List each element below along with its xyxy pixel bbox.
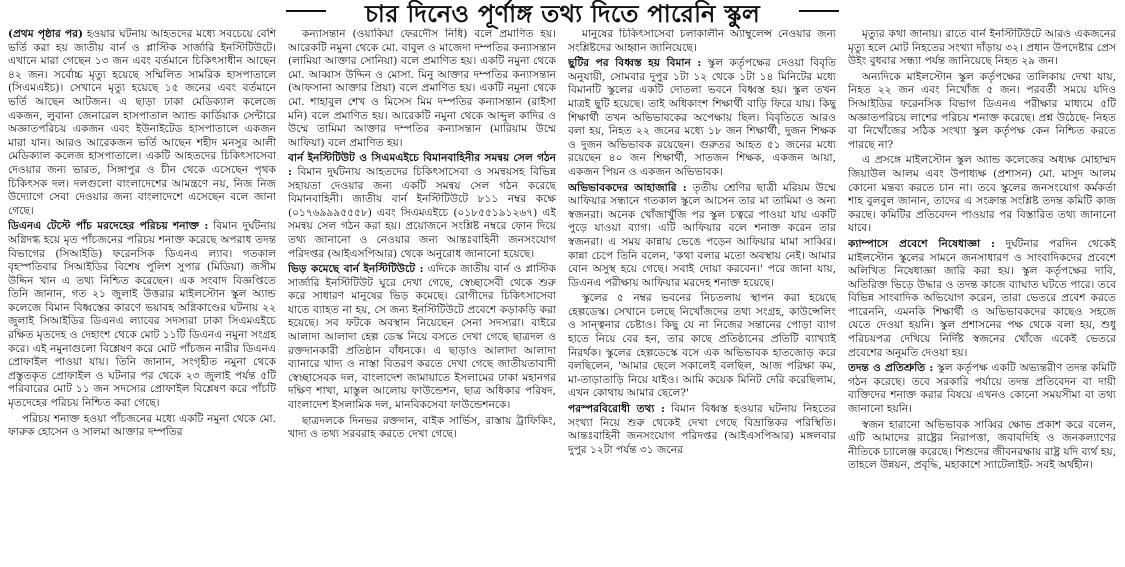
headline: চার দিনেও পূর্ণাঙ্গ তথ্য দিতে পারেনি স্কুল <box>364 0 761 28</box>
paragraph <box>568 403 836 457</box>
paragraph <box>288 28 556 150</box>
column-2 <box>288 28 556 564</box>
paragraph <box>568 57 836 179</box>
paragraph <box>848 238 1116 360</box>
paragraph-text: বিমান বিধ্বস্ত হওয়ার ঘটনায় নিহতের সংখ্যা নিয়ে শুরু থেকেই দেখা গেছে বিভ্রান্তিকর পরিস্থিতি। আন্তঃবাহিনী জনসংযোগ পরিদপ্তর (আইএসপিআর) মঙ্গলবার দুপুর ১২টা পর্যন্ত ৩১ জনের <box>568 403 836 456</box>
paragraph-text: ছাত্রদলকে দিনভর রক্তদান, বাইক সার্ভিস, রাস্তায় ট্রাফিকিং, খাদ্য ও তথ্য সরবরাহ করতে দেখা গেছে। <box>288 414 556 441</box>
paragraph-text: বিমান দুর্ঘটনায় আহতদের চিকিৎসাসেবা ও সমন্বয়সহ বিভিন্ন সহায়তা দেওয়ার জন্য একটি সমন্বয় সেল গঠন করেছে বিমানবাহিনী। জাতীয় বার্ন ইনস্টিটিউটে ৮১১ নম্বর কক্ষে (০১৭৬৯৯৯৫৫৫৮) এবং সিএমএইচে (০১৮৫৫১৯১২৬৭) এই সমন্বয় সেল গঠন করা হয়। প্রয়োজনে সংশ্লিষ্ট নম্বরে ফোন দিয়ে তথ্য জানানো ও নেওয়ার জন্য আন্তঃবাহিনী জনসংযোগ পরিদপ্তর (আইএসপিআর) থেকে অনুরোধ জানানো হয়েছে। <box>288 165 556 260</box>
paragraph <box>568 28 836 55</box>
subheading: পরস্পরবিরোধী তথ্য : <box>568 403 665 416</box>
paragraph-text: স্কুল কর্তৃপক্ষের দেওয়া বিবৃতি অনুযায়ী, সোমবার দুপুর ১টা ১২ থেকে ১টা ১৪ মিনিটের মধ্যে বিমানটি স্কুলের একটি দোতলা ভবনে বিধ্বস্ত হয়। স্কুল তখন মাত্রই ছুটি হয়েছে। তাই অধিকাংশ শিক্ষার্থী বাড়ি ফিরে যায়। কিছু শিক্ষার্থী তখন অভিভাবকের অপেক্ষায় ছিল। বিবৃতিতে আরও বলা হয়, নিহত ২২ জনের মধ্যে ১৮ জন শিক্ষার্থী, দুজন শিক্ষক ও দুজন অভিভাবক রয়েছেন। গুরুতর আহত ৫১ জনের মধ্যে রয়েছেন ৪০ জন শিক্ষার্থী, সাতজন শিক্ষক, একজন আয়া, একজন পিয়ন ও একজন অভিভাবক। <box>568 57 836 178</box>
paragraph <box>848 71 1116 153</box>
paragraph-text: এদিকে জাতীয় বার্ন ও প্লাস্টিক সার্জারি ইনস্টিটিউট ঘুরে দেখা গেছে, স্বেচ্ছাসেবী থেকে শুরু করে সাধারণ মানুষের ভিড় কমেছে। রোগীদের চিকিৎসাসেবা যাতে ব্যাহত না হয়, সে জন্য ইনস্টিটিউটে প্রবেশে কড়াকড়ি করা হয়েছে। সব ফটকে অবস্থান নিয়েছেন সেনা সদস্যরা। বাইরে আলাদা আলাদা হেল্প ডেস্ক নিয়ে বসতে দেখা গেছে ছাত্রদল ও রক্তদানকারী প্রতিষ্ঠান বাঁধনকে। এ ছাড়াও আলাদা আলাদা ব্যানারে খাদ্য ও নাস্তা বিতরণ করতে দেখা গেছে জাতীয়তাবাদী স্বেচ্ছাসেবক দল, বাংলাদেশ জামায়াতে ইসলামের ঢাকা মহানগর দক্ষিণ শাখা, মাস্তুল আলোয় ফাউন্ডেশন, ছাত্র অধিকার পরিষদ, বাংলাদেশ ইসলামিক দল, মানবিকসেবা ফাউন্ডেশনকে। <box>288 263 556 412</box>
paragraph-text: এ প্রসঙ্গে মাইলস্টোন স্কুল অ্যান্ড কলেজের অধ্যক্ষ মোহাম্মদ জিয়াউল আলম এবং উপাধ্যক্ষ (প্রশাসন) মো. মাসুদ আলম কোনো মন্তব্য করতে চান না। তবে স্কুলের জনসংযোগ কর্মকর্তা শাহ বুলবুল জানান, তাদের এ সংক্রান্ত সংশ্লিষ্ট তদন্ত কমিটি কাজ করছে। কমিটির প্রতিবেদন পাওয়ার পর বিস্তারিত তথ্য জানানো যাবে। <box>848 154 1116 235</box>
paragraph-text: পরিচয় শনাক্ত হওয়া পাঁচজনের মধ্যে একটি নমুনা থেকে মো. ফারুক হোসেন ও সালমা আক্তার দম্পতির <box>8 412 276 439</box>
article-columns <box>8 28 1120 564</box>
subheading: অভিভাবকদের আহাজারি : <box>568 181 687 194</box>
paragraph-text: দুর্ঘটনার পরদিন থেকেই মাইলস্টোন স্কুলের সামনে জনসাধারণ ও সাংবাদিকদের প্রবেশে অলিখিত নিষেধাজ্ঞা জারি করা হয়। স্কুল কর্তৃপক্ষের দাবি, অতিরিক্ত ভিড়ে উদ্ধার ও তদন্ত কাজে ব্যাঘাত ঘটতে পারে। তবে বিভিন্ন সাংবাদিক অভিযোগ করেন, তারা ভেতরে প্রবেশ করতে পারেননি, এমনকি শিক্ষার্থী ও অভিভাবকদের কাছেও সহজে যেতে দেওয়া হয়নি। স্কুল প্রশাসনের পক্ষ থেকে বলা হয়, শুধু পরিচয়পত্র দেখিয়ে নির্দিষ্ট স্বজনের খোঁজে একেই ভেতরে প্রবেশের অনুমতি দেওয়া হয়। <box>848 237 1116 359</box>
paragraph-text: হওয়ার ঘটনায় আহতদের মধ্যে সবচেয়ে বেশি ভর্তি করা হয় জাতীয় বার্ন ও প্লাস্টিক সার্জারি ইনস্টিটিউটে। এখানে মারা গেছেন ১৩ জন এবং বর্তমানে চিকিৎসাধীন আছেন ৪২ জন। সর্বোচ্চ মৃত্যু হয়েছে সম্মিলিত সামরিক হাসপাতালে (সিএমএইচ)। সেখানে মৃত্যু হয়েছে ১৫ জনের এবং বর্তমানে ভর্তি আছেন আটজন। এ ছাড়া ঢাকা মেডিক্যাল কলেজে একজন, লুবানা জেনারেল হাসপাতাল অ্যান্ড কার্ডিয়াক সেন্টারে অজ্ঞাতপরিচয় একজন এবং ইউনাইটেড হাসপাতালে একজন মারা যান। আরও আরেকজন ভর্তি আছেন শহীদ মনসুর আলী মেডিক্যাল কলেজ হাসপাতালে। একটি আহতদের চিকিৎসাসেবা দেওয়ার জন্য ভারত, সিঙ্গাপুর ও চীন থেকে এসেছেন পৃথক চিকিৎসক দল। দলগুলো বাংলাদেশের আমন্ত্রণে নয়, নিজ নিজ উদ্যোগে সেবা দেওয়ার জন্য বাংলাদেশে এসেছেন বলে জানা গেছে। <box>8 28 276 217</box>
paragraph <box>848 28 1116 69</box>
paragraph <box>288 415 556 442</box>
paragraph <box>848 154 1116 236</box>
subheading: বার্ন ইনস্টিটিউট ও সিএমএইচে বিমানবাহিনীর সমন্বয় সেল গঠন : <box>288 152 556 178</box>
paragraph-text: বিমান দুর্ঘটনায় অগ্নিদগ্ধ হয়ে মৃত পাঁচজনের পরিচয় শনাক্ত করেছে অপরাধ তদন্ত বিভাগের (সিআইডি) ফরেনসিক ডিএনএ ল্যাব। গতকাল বৃহস্পতিবার সিআইডির বিশেষ পুলিশ সুপার (মিডিয়া) জসীম উদ্দিন খান এ তথ্য নিশ্চিত করেছেন। এক সংবাদ বিজ্ঞপ্তিতে তিনি জানান, গত ২১ জুলাই উত্তরার মাইলস্টোন স্কুল অ্যান্ড কলেজে বিমান বিধ্বস্তের কারণে ভয়াবহ অগ্নিকাণ্ডের ঘটনায় ২২ জুলাই সিআইডির ডিএনএ ল্যাবের সদস্যরা ঢাকা সিএমএইচে রক্ষিত মৃতদেহ ও দেহাংশ থেকে মোট ১১টি ডিএনএ নমুনা সংগ্রহ করে। এই নমুনাগুলো বিশ্লেষণ করে মোট পাঁচজন নারীর ডিএনএ প্রোফাইল পাওয়া যায়। তিনি জানান, সংগৃহীত নমুনা থেকে প্রস্তুতকৃত প্রোফাইল ও ঘটনার পর থেকে ২৩ জুলাই পর্যন্ত ৫টি পরিবারের মোট ১১ জন সদস্যের প্রোফাইল বিশ্লেষণ করে পাঁচটি মৃতদেহের পরিচয় নিশ্চিত করা গেছে। <box>8 220 276 410</box>
paragraph-text: তৃতীয় শ্রেণির ছাত্রী মরিয়ম উম্মে আফিয়ার সন্ধানে গতকাল স্কুলে আসেন তার মা তামিমা ও অন্য স্বজনরা। অনেক খোঁজাখুঁজি পর স্কুল চত্বরে পাওয়া যায় একটি পুড়ে যাওয়া ব্যাগ। এটি আফিয়ার বলে শনাক্ত করেন তার স্বজনরা। এ সময় কান্নায় ভেঙে পড়েন আফিয়ার মামা সাব্বির। কান্না চেপে তিনি বলেন, 'কথা বলার মতো অবস্থায় নেই। আমার বোন অসুস্থ হয়ে গেছে। সবাই দোয়া করবেন।' পরে জানা যায়, ডিএনএ পরীক্ষায় আফিয়ার মরদেহ শনাক্ত হয়েছে। <box>568 181 836 289</box>
subheading: ভিড় কমেছে বার্ন ইনস্টিটিউটে : <box>288 263 424 276</box>
paragraph <box>8 28 276 218</box>
paragraph-text: মানুষের চিকিৎসাসেবা চলাকালীন অ্যাম্বুলেন্স নেওয়ার জন্য সংশ্লিষ্টদের আহ্বান জানিয়েছে। <box>568 28 836 54</box>
paragraph <box>8 220 276 410</box>
subheading: ক্যাম্পাসে প্রবেশে নিষেধাজ্ঞা : <box>848 237 995 250</box>
column-3 <box>568 28 836 564</box>
paragraph-text: স্বজন হারানো অভিভাবক সাব্বির ক্ষোভ প্রকাশ করে বলেন, এটি আমাদের রাষ্ট্রের নিরাপত্তা, জবাবদিহি ও জনকল্যাণের নীতিকে চ্যালেঞ্জ করেছে। শিশুদের জীবনরক্ষায় রাষ্ট্র যদি ব্যর্থ হয়, তাহলে উন্নয়ন, প্রবৃদ্ধি, মহাকাশে স্যাটেলাইট- সবই অর্থহীন। <box>848 418 1116 472</box>
subheading: (প্রথম পৃষ্ঠার পর) <box>8 28 83 40</box>
paragraph <box>568 292 836 401</box>
subheading: ডিএনএ টেস্টে পাঁচ মরদেহের পরিচয় শনাক্ত : <box>8 220 209 233</box>
paragraph <box>288 263 556 413</box>
paragraph-text: অন্যদিকে মাইলস্টোন স্কুল কর্তৃপক্ষের তালিকায় দেখা যায়, নিহত ২২ জন এবং নিখোঁজ ৫ জন। পরবর্তী সময়ে যদিও সিআইডির ফরেনসিক বিভাগ ডিএনএ পরীক্ষার মাধ্যমে ৫টি অজ্ঞাতপরিচয় লাশের পরিচয় শনাক্ত করেছে। প্রশ্ন উঠেছে- নিহত বা নিখোঁজের সঠিক সংখ্যা স্কুল কর্তৃপক্ষ কেন নিশ্চিত করতে পারছে না? <box>848 70 1116 151</box>
paragraph-text: কন্যাসন্তান (ওয়াকিয়া ফেরদৌস নিধি) বলে প্রমাণিত হয়। আরেকটি নমুনা থেকে মো. বাবুল ও মাজেদা দম্পতির কন্যাসন্তান (লামিয়া আক্তার সোনিয়া) বলে প্রমাণিত হয়। একটি নমুনা থেকে মো. আব্বাস উদ্দিন ও মোসা. মিনু আক্তার দম্পতির কন্যাসন্তান (আফসানা আক্তার প্রিয়া) বলে প্রমাণিত হয়। একটি নমুনা থেকে মো. শাহাবুল শেখ ও মিসেস মিম দম্পতির কন্যাসন্তান (রাইসা মনি) বলে প্রমাণিত হয়। আরেকটি নমুনা থেকে আব্দুল কাদির ও উম্মে তামিমা আক্তার দম্পতির কন্যাসন্তান (মারিয়াম উম্মে আফিয়া) বলে প্রমাণিত হয়। <box>288 28 556 149</box>
subheading: তদন্ত ও প্রতিশ্রুতি : <box>848 362 934 375</box>
column-1 <box>8 28 276 564</box>
paragraph <box>568 182 836 291</box>
paragraph <box>8 413 276 440</box>
paragraph <box>288 152 556 261</box>
paragraph-text: মৃত্যুর কথা জানায়। রাতে বার্ন ইনস্টিটিউটে আরও একজনের মৃত্যু হলে মোট নিহতের সংখ্যা দাঁড়ায় ৩২। প্রধান উপদেষ্টার প্রেস উইং বুধবার সন্ধ্যা পর্যন্ত জানিয়েছে নিহত ২৯ জন। <box>848 28 1116 68</box>
paragraph-text: স্কুল কর্তৃপক্ষ একটি অভ্যন্তরীণ তদন্ত কমিটি গঠন করেছে। তবে সরকারি পর্যায়ে তদন্ত প্রতিবেদন বা দায়ী ব্যক্তিদের শনাক্ত করার বিষয়ে এখনও কোনো সময়সীমা বা তথ্য জানানো হয়নি। <box>848 362 1116 416</box>
headline-bar <box>0 0 1125 28</box>
paragraph <box>848 419 1116 473</box>
column-4 <box>848 28 1116 564</box>
paragraph-text: স্কুলের ৫ নম্বর ভবনের নিচতলায় স্থাপন করা হয়েছে হেল্পডেস্ক। সেখানে চলছে নিখোঁজদের তথ্য সংগ্রহ, কাউন্সেলিং ও সান্ত্বনার চেষ্টাও। কিছু যে না নিজের সন্তানের পোড়া ব্যাগ হাতে নিয়ে বের হন, তার কাছে প্রতিষ্ঠানের প্রতিটি ব্যাখ্যাই নিরর্থক। স্কুলের হেল্পডেস্কে বসে এক অভিভাবক হাতজোড় করে বলছিলেন, 'আমার ছেলে সকালেই বলছিল, আজ পরিক্ষা কম, মা-তাড়াতাড়ি নিয়ে যাইও। আমি কয়েক মিনিট দেরি করেছিলাম, এখন কোথায় আমার ছেলে?' <box>568 292 836 400</box>
subheading: ছুটির পর বিধ্বস্ত হয় বিমান : <box>568 57 702 70</box>
paragraph <box>848 362 1116 416</box>
